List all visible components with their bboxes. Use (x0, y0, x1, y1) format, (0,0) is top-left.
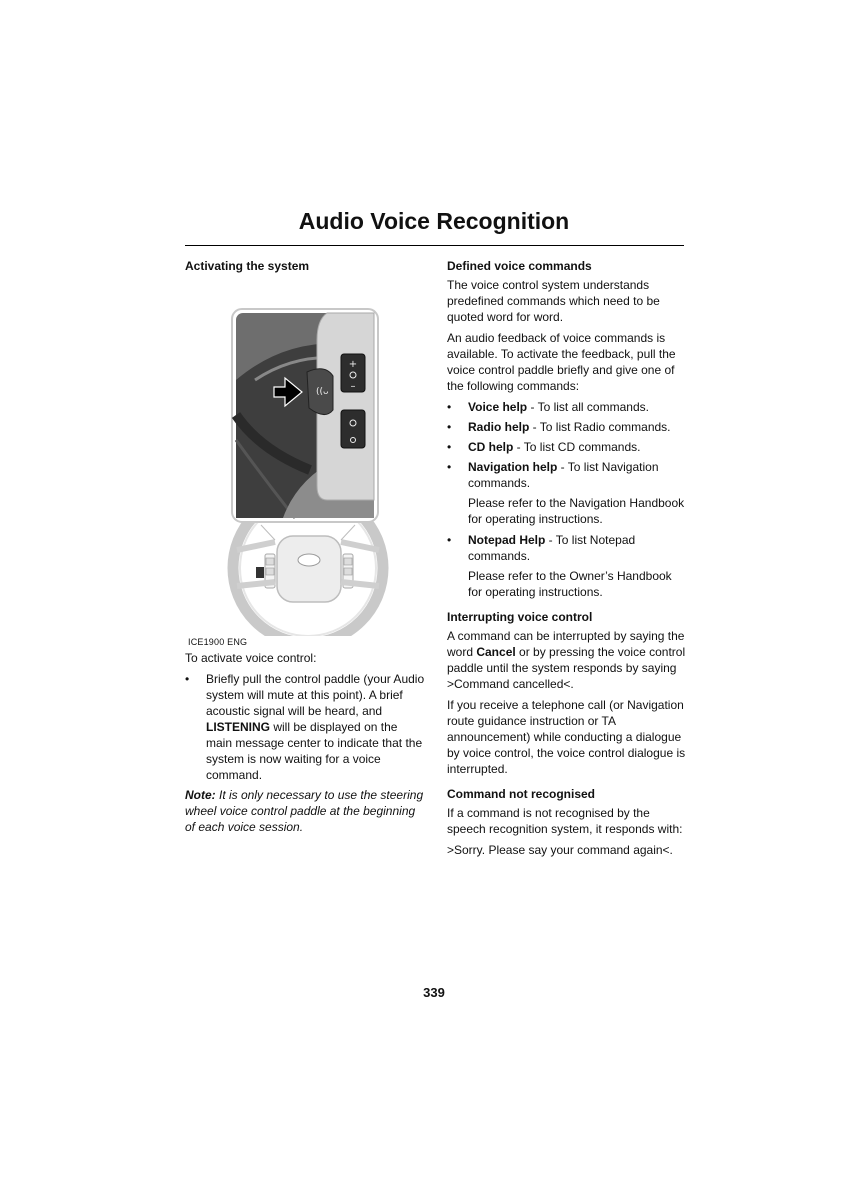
paddle-detail-inset (232, 309, 378, 522)
note-label: Note: (185, 788, 216, 802)
listening-term: LISTENING (206, 720, 271, 734)
command-list (447, 399, 687, 491)
activate-steps (185, 671, 425, 783)
list-item: • Notepad Help - To list Notepad commands. (447, 533, 636, 563)
command-name: Radio help (468, 420, 530, 434)
note (185, 787, 425, 835)
paragraph: If a command is not recognised by the speech recognition system, it responds with: (447, 806, 683, 836)
svg-text:+: + (348, 359, 358, 370)
svg-text:–: – (350, 381, 356, 392)
left-column (185, 258, 425, 840)
paragraph: A command can be interrupted by saying the word Cancel or by pressing the voice control paddle until the system responds by saying >Command cancelled<. (447, 629, 686, 691)
not-recognised-heading: Command not recognised (447, 787, 596, 801)
paragraph: >Sorry. Please say your command again<. (447, 843, 673, 857)
bullet-marker: • (185, 672, 190, 686)
right-column (447, 258, 687, 863)
page-number: 339 (423, 985, 445, 1000)
notepad-note: Please refer to the Owner’s Handbook for operating instructions. (468, 569, 672, 599)
navigation-note: Please refer to the Navigation Handbook for operating instructions. (468, 496, 685, 526)
paragraph: An audio feedback of voice commands is available. To activate the feedback, pull the voice control paddle briefly and give one of the following commands: (447, 331, 676, 393)
list-item: • CD help - To list CD commands. (447, 440, 641, 454)
paragraph: If you receive a telephone call (or Navigation route guidance instruction or TA announcement) while conducting a dialogue by voice control, the voice control dialogue is interrupted. (447, 698, 686, 776)
note-text: It is only necessary to use the steering wheel voice control paddle at the beginning of each voice session. (185, 788, 424, 834)
cancel-term: Cancel (476, 645, 516, 659)
command-name: Navigation help (468, 460, 558, 474)
svg-text:((ᴗ: ((ᴗ (316, 387, 329, 397)
activate-intro: To activate voice control: (185, 651, 317, 665)
list-item: • Radio help - To list Radio commands. (447, 420, 671, 434)
page-title: Audio Voice Recognition (298, 208, 570, 234)
title-rule (185, 245, 684, 246)
list-item: • Briefly pull the control paddle (your Audio system will mute at this point). A brief acoustic signal will be heard, and LISTENING will be displayed on the main message center to indicate that the system is now waiting for a voice command. (185, 672, 425, 782)
paragraph: The voice control system understands predefined commands which need to be quoted word for word. (447, 278, 660, 324)
steering-wheel-figure (185, 280, 417, 647)
command-name: CD help (468, 440, 514, 454)
command-name: Voice help (468, 400, 528, 414)
command-name: Notepad Help (468, 533, 546, 547)
figure-caption: ICE1900 ENG (188, 637, 248, 647)
defined-commands-heading: Defined voice commands (447, 259, 592, 273)
steering-wheel-illustration (185, 280, 417, 636)
list-item: • Navigation help - To list Navigation commands. (447, 460, 659, 490)
activating-heading: Activating the system (185, 259, 310, 273)
interrupting-heading: Interrupting voice control (447, 610, 593, 624)
command-list-cont (447, 532, 687, 564)
list-item: • Voice help - To list all commands. (447, 400, 649, 414)
